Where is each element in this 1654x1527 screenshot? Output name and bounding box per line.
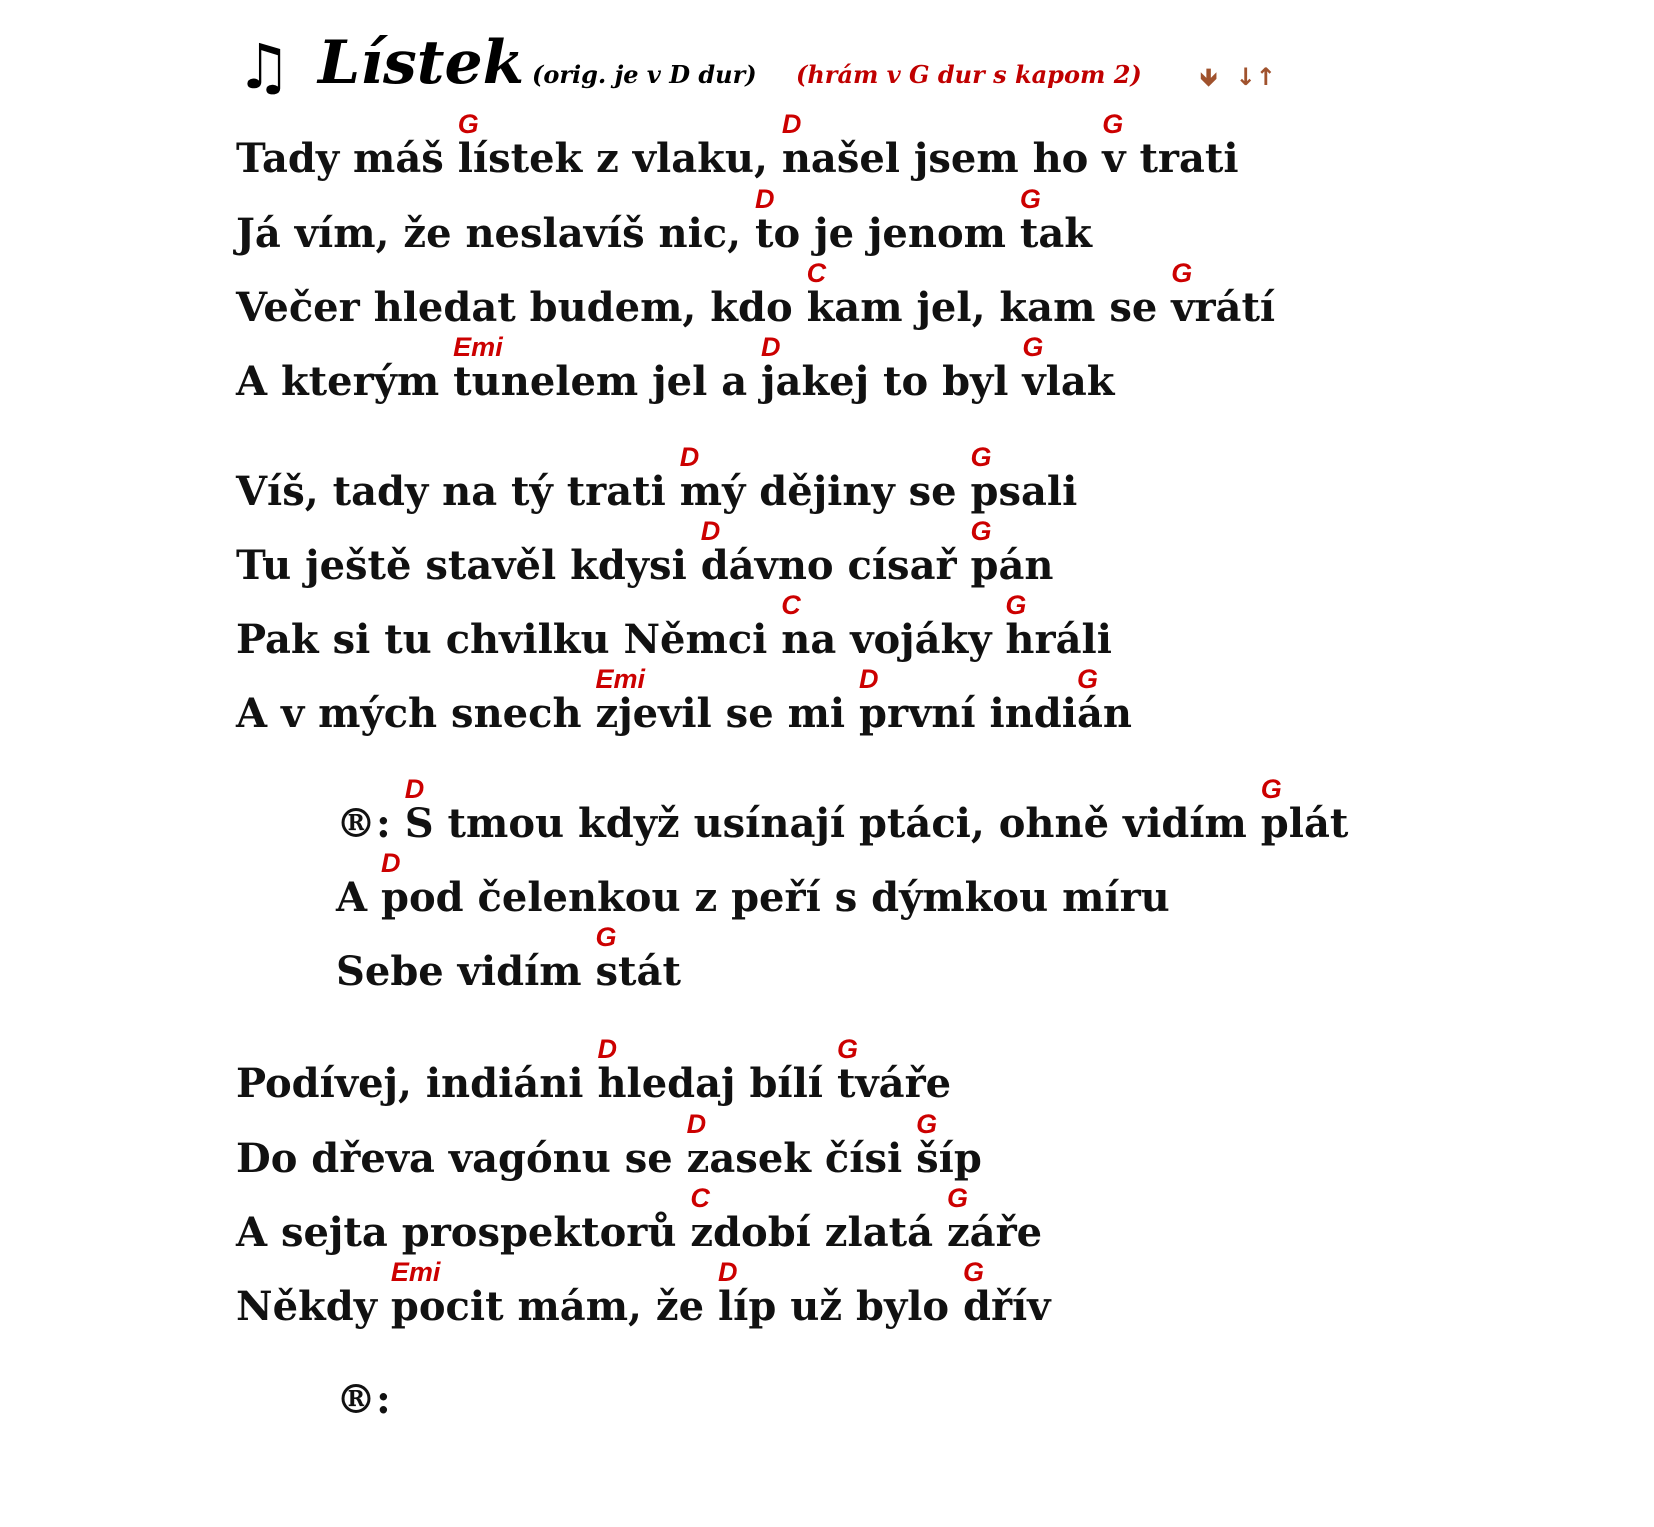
- lyric-text: to je jenom: [755, 210, 1020, 257]
- lyric-text: lístek z vlaku,: [457, 135, 782, 182]
- lyric-line: [236, 442, 1078, 516]
- transpose-down-icon[interactable]: 🡻: [1200, 63, 1218, 91]
- chord-label: G: [1171, 258, 1193, 288]
- lyric-segment: [404, 774, 1261, 847]
- chord-label: D: [859, 664, 879, 694]
- lyric-text: tváře: [836, 1060, 952, 1107]
- lyric-segment: [236, 284, 807, 331]
- lyric-text: A kterým: [236, 358, 454, 405]
- lyric-text: Víš, tady na tý trati: [236, 468, 680, 515]
- lyric-text: Pak si tu chvilku Němci: [236, 616, 782, 663]
- lyric-text: zasek čísi: [686, 1135, 917, 1182]
- lyric-segment: [236, 690, 595, 737]
- lyric-segment: [236, 1209, 690, 1256]
- lyric-text: Do dřeva vagónu se: [236, 1135, 687, 1182]
- chord-label: G: [1019, 184, 1041, 214]
- lyric-text: mý dějiny se: [679, 468, 971, 515]
- lyric-text: ®:: [336, 800, 405, 847]
- lyric-segment: [686, 1109, 917, 1182]
- lyric-segment: [236, 210, 755, 257]
- chord-label: G: [963, 1257, 985, 1287]
- lyric-text: jakej to byl: [761, 358, 1023, 405]
- lyric-text: Večer hledat budem, kdo: [236, 284, 807, 331]
- lyric-segment: [390, 1257, 718, 1330]
- lyric-segment: [700, 516, 971, 589]
- chord-label: G: [836, 1034, 858, 1064]
- lyric-line: [236, 258, 1276, 332]
- lyric-text: záře: [946, 1209, 1043, 1256]
- lyric-text: našel jsem ho: [781, 135, 1103, 182]
- lyric-segment: [236, 135, 458, 182]
- lyric-segment: [457, 109, 782, 182]
- lyric-text: plát: [1260, 800, 1349, 847]
- chord-label: D: [755, 184, 775, 214]
- chord-label: C: [690, 1183, 710, 1213]
- lyric-segment: [859, 664, 1077, 737]
- chord-label: G: [1022, 332, 1044, 362]
- lyric-line: [336, 1376, 391, 1424]
- chord-label: Emi: [390, 1257, 441, 1287]
- lyric-segment: [690, 1183, 947, 1256]
- lyric-text: líp už bylo: [717, 1283, 964, 1330]
- lyric-segment: [336, 874, 381, 921]
- chord-label: D: [404, 774, 425, 804]
- chord-label: G: [1005, 590, 1027, 620]
- chord-label: C: [806, 258, 827, 288]
- lyric-text: stát: [595, 948, 681, 995]
- lyric-segment: [970, 442, 1078, 515]
- lyric-text: A: [336, 874, 381, 921]
- lyric-segment: [755, 184, 1020, 257]
- lyric-segment: [236, 1283, 391, 1330]
- lyric-text: kam jel, kam se: [806, 284, 1172, 331]
- lyric-text: Já vím, že neslavíš nic,: [236, 210, 756, 257]
- lyric-segment: [595, 922, 681, 995]
- lyric-text: tak: [1019, 210, 1092, 257]
- lyric-segment: [717, 1257, 964, 1330]
- original-key: (orig. je v D dur): [532, 60, 757, 89]
- lyric-text: án: [1076, 690, 1132, 737]
- lyric-text: Sebe vidím: [336, 948, 596, 995]
- chord-label: D: [781, 109, 802, 139]
- chord-label: C: [781, 590, 801, 620]
- chord-label: G: [916, 1109, 938, 1139]
- lyric-segment: [781, 109, 1103, 182]
- lyric-segment: [946, 1183, 1043, 1256]
- lyric-line: [236, 1109, 982, 1183]
- chord-label: D: [686, 1109, 707, 1139]
- chord-label: G: [595, 922, 617, 952]
- lyric-segment: [916, 1109, 982, 1182]
- lyric-segment: [1019, 184, 1092, 257]
- lyric-segment: [236, 542, 701, 589]
- lyric-text: A v mých snech: [236, 690, 596, 737]
- chord-label: G: [1102, 109, 1124, 139]
- transpose-controls: [1200, 60, 1286, 101]
- lyric-line: [336, 922, 681, 996]
- transpose-toggle-icon[interactable]: ↓↑: [1235, 63, 1276, 91]
- lyric-text: dřív: [963, 1283, 1051, 1330]
- lyric-line: [236, 184, 1092, 258]
- lyric-line: [236, 109, 1239, 183]
- lyric-text: pán: [970, 542, 1054, 589]
- lyric-text: tunelem jel a: [453, 358, 762, 405]
- chord-label: D: [679, 442, 700, 472]
- lyric-segment: [970, 516, 1054, 589]
- lyric-segment: [236, 358, 453, 405]
- lyric-segment: [236, 1135, 687, 1182]
- lyric-text: hledaj bílí: [597, 1060, 837, 1107]
- lyric-line: [336, 848, 1170, 922]
- lyric-text: vlak: [1022, 358, 1115, 405]
- lyric-text: hráli: [1005, 616, 1112, 663]
- lyric-segment: [1102, 109, 1239, 182]
- lyric-segment: [1260, 774, 1349, 847]
- lyric-text: šíp: [916, 1135, 982, 1182]
- chord-label: G: [457, 109, 479, 139]
- lyric-text: Tady máš: [236, 135, 458, 182]
- chord-label: G: [1076, 664, 1098, 694]
- lyric-text: ®:: [336, 1376, 391, 1423]
- lyric-segment: [781, 590, 1006, 663]
- lyric-text: S tmou když usínají ptáci, ohně vidím: [404, 800, 1261, 847]
- lyric-segment: [380, 848, 1170, 921]
- lyric-segment: [1171, 258, 1276, 331]
- lyric-text: Podívej, indiáni: [236, 1060, 598, 1107]
- lyric-segment: [1022, 332, 1115, 405]
- music-note-icon: ♫: [236, 30, 292, 103]
- chord-label: G: [970, 516, 992, 546]
- chord-label: D: [700, 516, 721, 546]
- lyric-text: v trati: [1102, 135, 1239, 182]
- lyric-line: [236, 516, 1054, 590]
- lyric-line: [236, 1257, 1051, 1331]
- lyric-segment: [679, 442, 971, 515]
- lyric-text: A sejta prospektorů: [236, 1209, 691, 1256]
- lyric-line: [236, 590, 1112, 664]
- lyric-text: zjevil se mi: [595, 690, 860, 737]
- lyric-text: první indi: [859, 690, 1077, 737]
- lyric-text: psali: [970, 468, 1078, 515]
- chord-label: D: [380, 848, 401, 878]
- lyric-segment: [836, 1034, 952, 1107]
- lyric-segment: [1076, 664, 1132, 737]
- lyric-line: [236, 332, 1115, 406]
- lyric-text: pocit mám, že: [390, 1283, 718, 1330]
- lyric-text: pod čelenkou z peří s dýmkou míru: [380, 874, 1170, 921]
- chord-label: D: [761, 332, 781, 362]
- lyric-segment: [236, 468, 680, 515]
- lyric-segment: [236, 616, 781, 663]
- lyric-text: na vojáky: [781, 616, 1006, 663]
- lyric-segment: [761, 332, 1023, 405]
- lyric-segment: [453, 332, 762, 405]
- lyric-text: vrátí: [1171, 284, 1276, 331]
- lyric-text: Tu ještě stavěl kdysi: [236, 542, 701, 589]
- lyric-segment: [595, 664, 860, 737]
- lyric-text: zdobí zlatá: [690, 1209, 947, 1256]
- lyric-segment: [336, 800, 405, 847]
- lyric-segment: [336, 948, 596, 995]
- lyric-line: [236, 1034, 952, 1108]
- chord-label: Emi: [453, 332, 503, 362]
- chord-label: G: [946, 1183, 968, 1213]
- lyric-segment: [963, 1257, 1051, 1330]
- lyric-text: dávno císař: [700, 542, 971, 589]
- lyric-segment: [597, 1034, 837, 1107]
- chord-label: D: [597, 1034, 617, 1064]
- chord-label: Emi: [595, 664, 646, 694]
- chord-label: G: [970, 442, 992, 472]
- lyric-segment: [1005, 590, 1112, 663]
- lyric-line: [236, 1183, 1043, 1257]
- chord-label: G: [1260, 774, 1282, 804]
- lyric-text: Někdy: [236, 1283, 391, 1330]
- lyric-segment: [336, 1376, 391, 1423]
- capo-info: (hrám v G dur s kapom 2): [796, 60, 1142, 89]
- lyric-line: [336, 774, 1349, 848]
- lyric-segment: [236, 1060, 597, 1107]
- chord-label: D: [717, 1257, 738, 1287]
- lyric-line: [236, 664, 1132, 738]
- lyric-segment: [806, 258, 1172, 331]
- song-title: Lístek: [318, 28, 525, 98]
